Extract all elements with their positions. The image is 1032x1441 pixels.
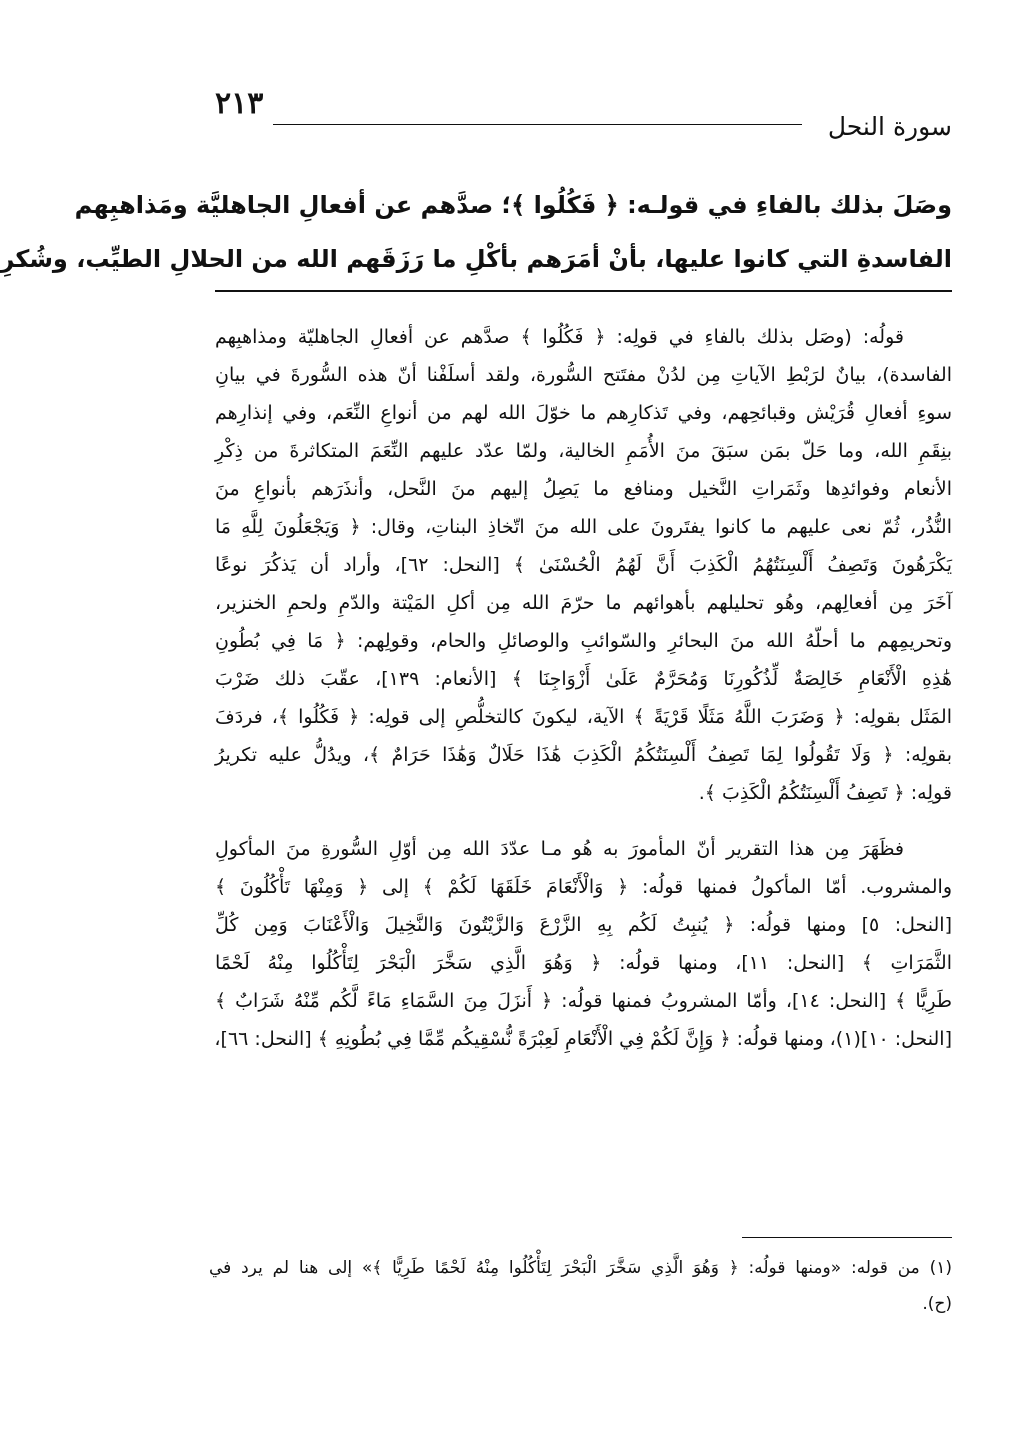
- surah-name-header: سورة النحل: [827, 112, 952, 141]
- commentary-line: الثَّمَرَاتِ ﴾ [النحل: ١١]، ومنها قولُه: ﴿ وَهُوَ الَّذِي سَخَّرَ الْبَحْرَ لِتَأْكُلُوا مِنْهُ لَحْمًا: [215, 952, 952, 974]
- matn-text-block: [0, 180, 952, 292]
- commentary-line: النُّذُر، ثُمّ نعى عليهم ما كانوا يفتَرونَ على الله منَ اتّخاذِ البناتِ، وقال: ﴿ وَيَجْعَلُونَ لِلَّهِ مَا: [215, 516, 952, 538]
- commentary-line: قولِه: ﴿ تَصِفُ أَلْسِنَتُكُمُ الْكَذِبَ ﴾.: [698, 782, 952, 804]
- matn-line: الفاسدةِ التي كانوا عليها، بأنْ أمَرَهم بأكْلِ ما رَزَقَهم الله من الحلالِ الطيِّب، وشُكرِ: [0, 245, 952, 273]
- commentary-line: هَٰذِهِ الْأَنْعَامِ خَالِصَةٌ لِّذُكُورِنَا وَمُحَرَّمٌ عَلَىٰ أَزْوَاجِنَا ﴾ [الأنعام: ١٣٩]، عقّبَ ذلك ضَرْبَ: [215, 668, 952, 690]
- commentary-line: بقولِه: ﴿ وَلَا تَقُولُوا لِمَا تَصِفُ أَلْسِنَتُكُمُ الْكَذِبَ هَٰذَا حَلَالٌ وَهَٰذَا حَرَامٌ ﴾، ويدُلُّ عليه تكريرُ: [215, 744, 952, 766]
- footnote-line: (ح).: [922, 1294, 952, 1314]
- page-number: ٢١٣: [215, 86, 264, 121]
- commentary-line: سوءِ أفعالِ قُرَيْش وقبائحِهم، وفي تَذكارِهم ما خوّلَ الله لهم من أنواعِ النِّعَم، وفي إنذارِهم: [215, 402, 952, 424]
- commentary-line: قولُه: (وصَل بذلك بالفاءِ في قولِه: ﴿ فَكُلُوا ﴾ صدَّهم عن أفعالِ الجاهليّة ومذاهبِهم: [215, 326, 904, 348]
- commentary-line: طَرِيًّا ﴾ [النحل: ١٤]، وأمّا المشروبُ فمنها قولُه: ﴿ أَنزَلَ مِنَ السَّمَاءِ مَاءً لَّكُم مِّنْهُ شَرَابٌ ﴾: [215, 990, 952, 1012]
- header-rule: [273, 124, 802, 125]
- commentary-line: وتحريمِهم ما أحلّهُ الله منَ البحائرِ والسّوائبِ والوصائلِ والحام، وقولِهم: ﴿ مَا فِي بُطُونِ: [215, 630, 952, 652]
- commentary-line: [النحل: ١٠](١)، ومنها قولُه: ﴿ وَإِنَّ لَكُمْ فِي الْأَنْعَامِ لَعِبْرَةً نُّسْقِيكُم مِّمَّا فِي بُطُونِهِ ﴾ [النحل: ٦٦]،: [214, 1028, 952, 1050]
- running-header: [215, 86, 952, 146]
- commentary-line: الفاسدة)، بيانٌ لرَبْطِ الآياتِ مِن لدُنْ مفتَتح السُّورة، ولقد أسلَفْنا أنّ هذه السُّورةَ في بيانِ: [215, 364, 952, 386]
- commentary-line: يَكْرَهُونَ وَتَصِفُ أَلْسِنَتُهُمُ الْكَذِبَ أَنَّ لَهُمُ الْحُسْنَىٰ ﴾ [النحل: ٦٢]، وأراد أن يَذكُرَ نوعًا: [215, 554, 952, 576]
- paragraph-gap: [215, 812, 952, 830]
- matn-line: وصَلَ بذلك بالفاءِ في قولـه: ﴿ فَكُلُوا ﴾؛ صدَّهم عن أفعالِ الجاهليَّة ومَذاهبِهم: [74, 191, 952, 219]
- commentary-line: بنِقَمِ الله، وما حَلّ بمَن سبَقَ منَ الأُمَمِ الخالية، ولمّا عدّد عليهم النِّعَمَ المتكاثرةَ من ذِكْرِ: [215, 440, 952, 462]
- commentary-line: المَثَل بقولِه: ﴿ وَضَرَبَ اللَّهُ مَثَلًا قَرْيَةً ﴾ الآية، ليكونَ كالتخلُّصِ إلى قولِه: ﴿ فَكُلُوا ﴾، فردَفَ: [215, 706, 952, 728]
- footnote-line: (١) من قوله: «ومنها قولُه: ﴿ وَهُوَ الَّذِي سَخَّرَ الْبَحْرَ لِتَأْكُلُوا مِنْهُ لَحْمًا طَرِيًّا ﴾» إلى هنا لم يرد في: [209, 1258, 952, 1278]
- commentary-line: والمشروب. أمّا المأكولُ فمنها قولُه: ﴿ وَالْأَنْعَامَ خَلَقَهَا لَكُمْ ﴾ إلى ﴿ وَمِنْهَا تَأْكُلُونَ ﴾: [215, 876, 952, 898]
- commentary-text: [215, 318, 952, 1058]
- footnotes: [209, 1250, 952, 1322]
- commentary-line: فظَهَرَ مِن هذا التقرير أنّ المأمورَ به هُو مـا عدّدَ الله مِن أوّلِ السُّورةِ منَ المأكولِ: [215, 838, 904, 860]
- commentary-line: آخَرَ مِن أفعالِهم، وهُو تحليلهم بأهوائهم ما حرّمَ الله مِن أكلِ المَيْتة والدّمِ ولحمِ الخنزير،: [215, 592, 952, 614]
- footnote-rule: [742, 1237, 952, 1238]
- commentary-line: [النحل: ٥] ومنها قولُه: ﴿ يُنبِتُ لَكُم بِهِ الزَّرْعَ وَالزَّيْتُونَ وَالنَّخِيلَ وَالْأَعْنَابَ وَمِن كُلِّ: [215, 914, 952, 936]
- commentary-line: الأنعام وفوائدِها وثَمَراتِ النَّخيل ومنافع ما يَصِلُ إليهم منَ النَّحل، وأنذَرَهم بأنواعِ منَ: [215, 478, 952, 500]
